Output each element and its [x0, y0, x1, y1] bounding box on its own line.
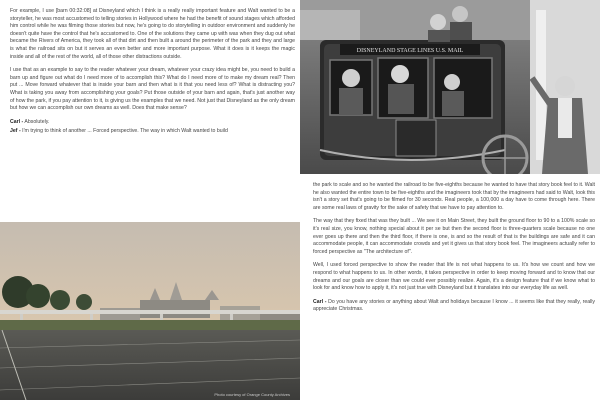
park-illustration	[0, 222, 300, 400]
dialogue-line	[10, 128, 295, 136]
stagecoach-photo	[300, 0, 600, 174]
paragraph: Well, I used forced perspective to show the reader that life is not what happens to us. It's how we count and how we respond to what happens to us. In other words, it takes perspective in order to keep moving forward and to know that our dreams and our goals are closer than we could ever possibly realize. Again, it's a design feature that if we know what to look for and know how to apply it, it's not just true with Disneyland but it translates into our everyday life as well.	[313, 262, 595, 292]
article-text-right	[313, 182, 595, 394]
photo-caption: Photo courtesy of Orange County Archives	[214, 392, 290, 397]
speaker-name: Carl -	[10, 118, 24, 125]
dialogue-line	[10, 119, 295, 127]
paragraph: I use that as an example to say to the reader whatever your dream, whatever your crazy idea might be, you need to build a barn up and figure out what do I need more of to accomplish this? What do I need more of to make my dream real? Then put ... Move forward whatever that is inside your barn and then what is it that you need less of? What is distracting you? What is taking you away from accomplishing your goals? Put those outside of your barn and again, that's just another way of how the park, if you pay attention to it, is giving us the examples that we need. Not just that Disneyland as the only dream but how we can accomplish our own dreams as well. Does that make sense?	[10, 67, 295, 112]
speaker-name: Carl -	[313, 298, 327, 305]
coach-sign: DISNEYLAND STAGE LINES U.S. MAIL	[356, 48, 464, 54]
article-text-left	[10, 8, 295, 218]
stagecoach-illustration	[300, 0, 600, 174]
dialogue-line	[313, 299, 595, 314]
paragraph: The way that they fixed that was they built ... We see it on Main Street, they built the ground floor to 90 to a 100% scale so it's real size, you know, nothing special about it per se but then the second floor is three-quarters scale because no one ever goes up there and then the third floor, if there is one, is and so the result of that is the buildings are safe and it can accommodate people, it can accommodate crowds and yet it gives us that story book feel. The imagineers actually refer to forced perspective as "The architecture of".	[313, 218, 595, 255]
paragraph: the park to scale and so he wanted the railroad to be five-eighths because he wanted to have that story book feel to it. Walt he also wanted the entire town to be five-eighths and the imagineers took that by the imagineers had said to Walt, look this isn't a story set that's going to be filmed for 30 seconds. Real people, a 100,000 a day have to come through here. There are some real laws of gravity for the sake of safety that we have to pay attention to.	[313, 182, 595, 211]
speaker-line: Absolutely.	[24, 118, 50, 125]
paragraph: For example, I use [barn 00:32:08] at Disneyland which I think is a really really important feature and Walt wanted to be a storyteller, he was most accustomed to telling stories in Hollywood where he had the benefit of sound stages which afforded him control while he was filming those stories but now, he's going to do storytelling in outdoor environment and suddenly he doesn't quite have the control that he's accustomed to. One of the solutions they came up with was when they dug out what became the Rivers of America, they took all of that dirt and then built a around the perimeter of the park and they and large is what the railroad sits on but it serves an even better and more important purpose. What it does is it keeps the magic inside and all of the rest of the world, all of those other distractions outside.	[10, 8, 295, 60]
speaker-name: Jef -	[10, 128, 21, 135]
speaker-line: Do you have any stories or anything about Walt and holidays because I know ... it seems like that they really, really appreciate Christmas.	[313, 298, 595, 313]
speaker-line: I'm trying to think of another ... Forced perspective. The way in which Walt wanted to build	[22, 128, 228, 135]
park-photo	[0, 222, 300, 400]
